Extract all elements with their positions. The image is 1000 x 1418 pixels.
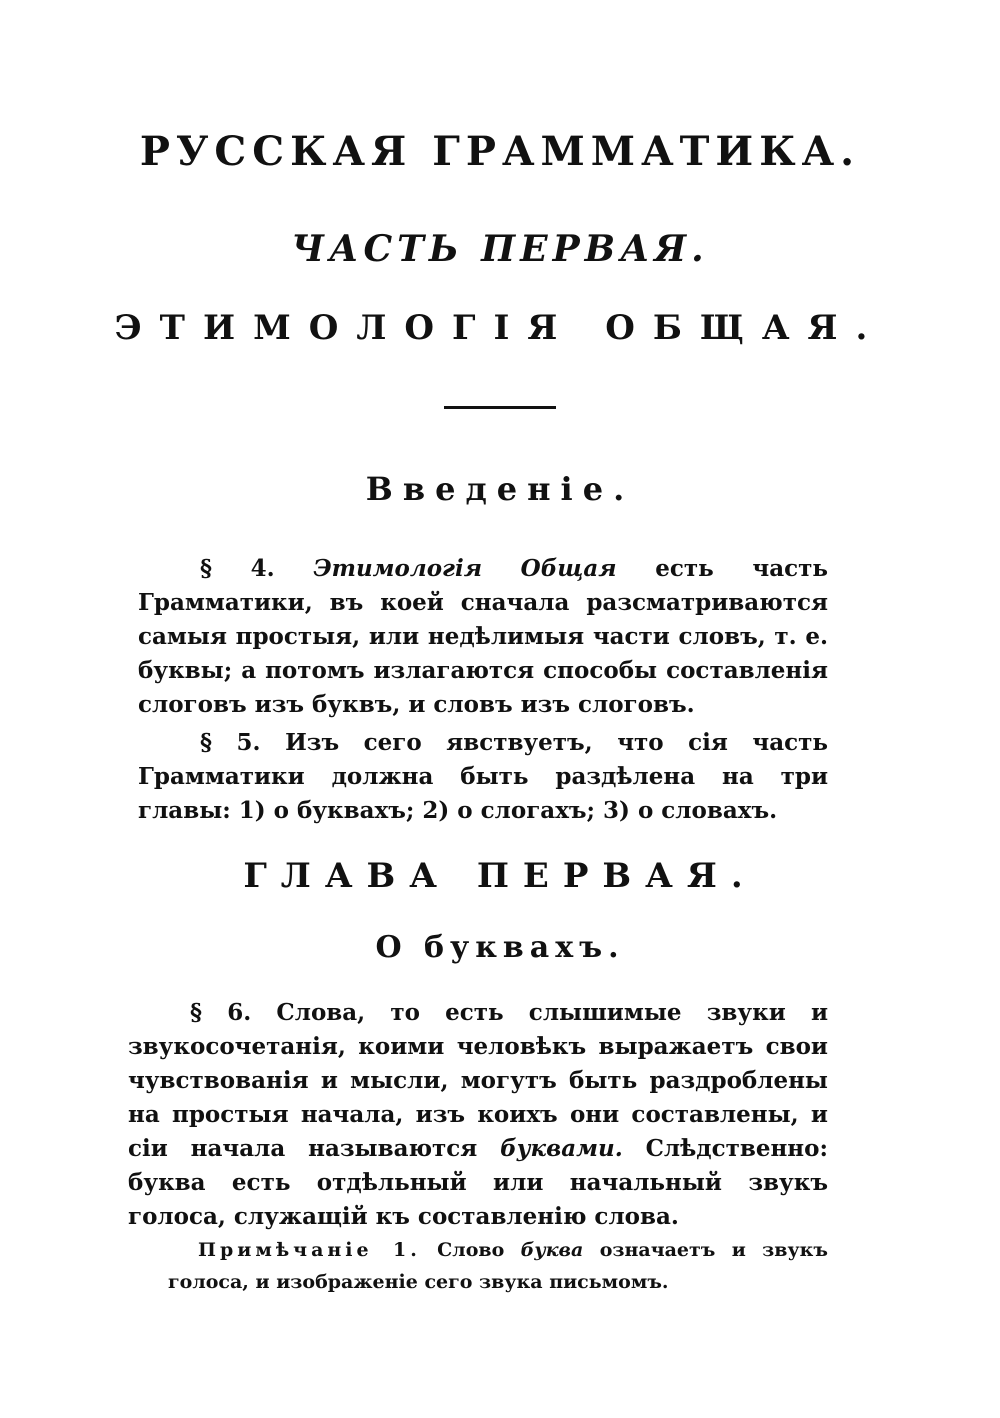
paragraph-term: буквами. xyxy=(500,1135,623,1162)
paragraph-text: Изъ сего явствуетъ, что сія часть Грамматики должна быть раздѣлена на три главы: 1) о буквахъ; 2) о слогахъ; 3) о словахъ. xyxy=(138,729,828,824)
paragraph-5 xyxy=(138,726,828,828)
chapter-heading: ГЛАВА ПЕРВАЯ. xyxy=(243,856,757,896)
footnote xyxy=(168,1234,828,1298)
section-title: ЭТИМОЛОГІЯ ОБЩАЯ. xyxy=(114,308,886,348)
paragraph-number: § 4. xyxy=(200,555,275,582)
footnote-text-after: означаетъ и звукъ голоса, и изображеніе сего звука письмомъ. xyxy=(168,1239,828,1293)
paragraph-6 xyxy=(128,996,828,1234)
footnote-label: Примѣчаніе 1. xyxy=(198,1239,421,1261)
paragraph-4 xyxy=(138,552,828,722)
footnote-text-before: Слово xyxy=(437,1239,505,1261)
paragraph-number: § 5. xyxy=(200,729,261,756)
paragraph-text: есть часть Грамматики, въ коей сначала разсматриваются самыя простыя, или недѣлимыя части словъ, т. е. буквы; а потомъ излагаются способы составленія слоговъ изъ буквъ, и словъ изъ слоговъ. xyxy=(138,555,828,718)
introduction-heading: Введеніе. xyxy=(365,470,635,508)
part-title: ЧАСТЬ ПЕРВАЯ. xyxy=(291,228,709,270)
footnote-term: буква xyxy=(520,1239,584,1261)
chapter-subheading: О буквахъ. xyxy=(375,930,625,965)
paragraph-term: Этимологія Общая xyxy=(313,555,617,582)
paragraph-number: § 6. xyxy=(190,999,252,1026)
paragraph-text-after: Слѣдственно: буква есть отдѣльный или начальный звукъ голоса, служащій къ составленію слова. xyxy=(128,1135,828,1230)
paragraph-text-before: Слова, то есть слышимые звуки и звукосочетанія, коими человѣкъ выражаетъ свои чувствованія и мысли, могутъ быть раздроблены на простыя начала, изъ коихъ они составлены, и сіи начала называются xyxy=(128,999,829,1162)
book-title: РУССКАЯ ГРАММАТИКА. xyxy=(139,128,861,175)
divider-rule xyxy=(444,406,556,409)
